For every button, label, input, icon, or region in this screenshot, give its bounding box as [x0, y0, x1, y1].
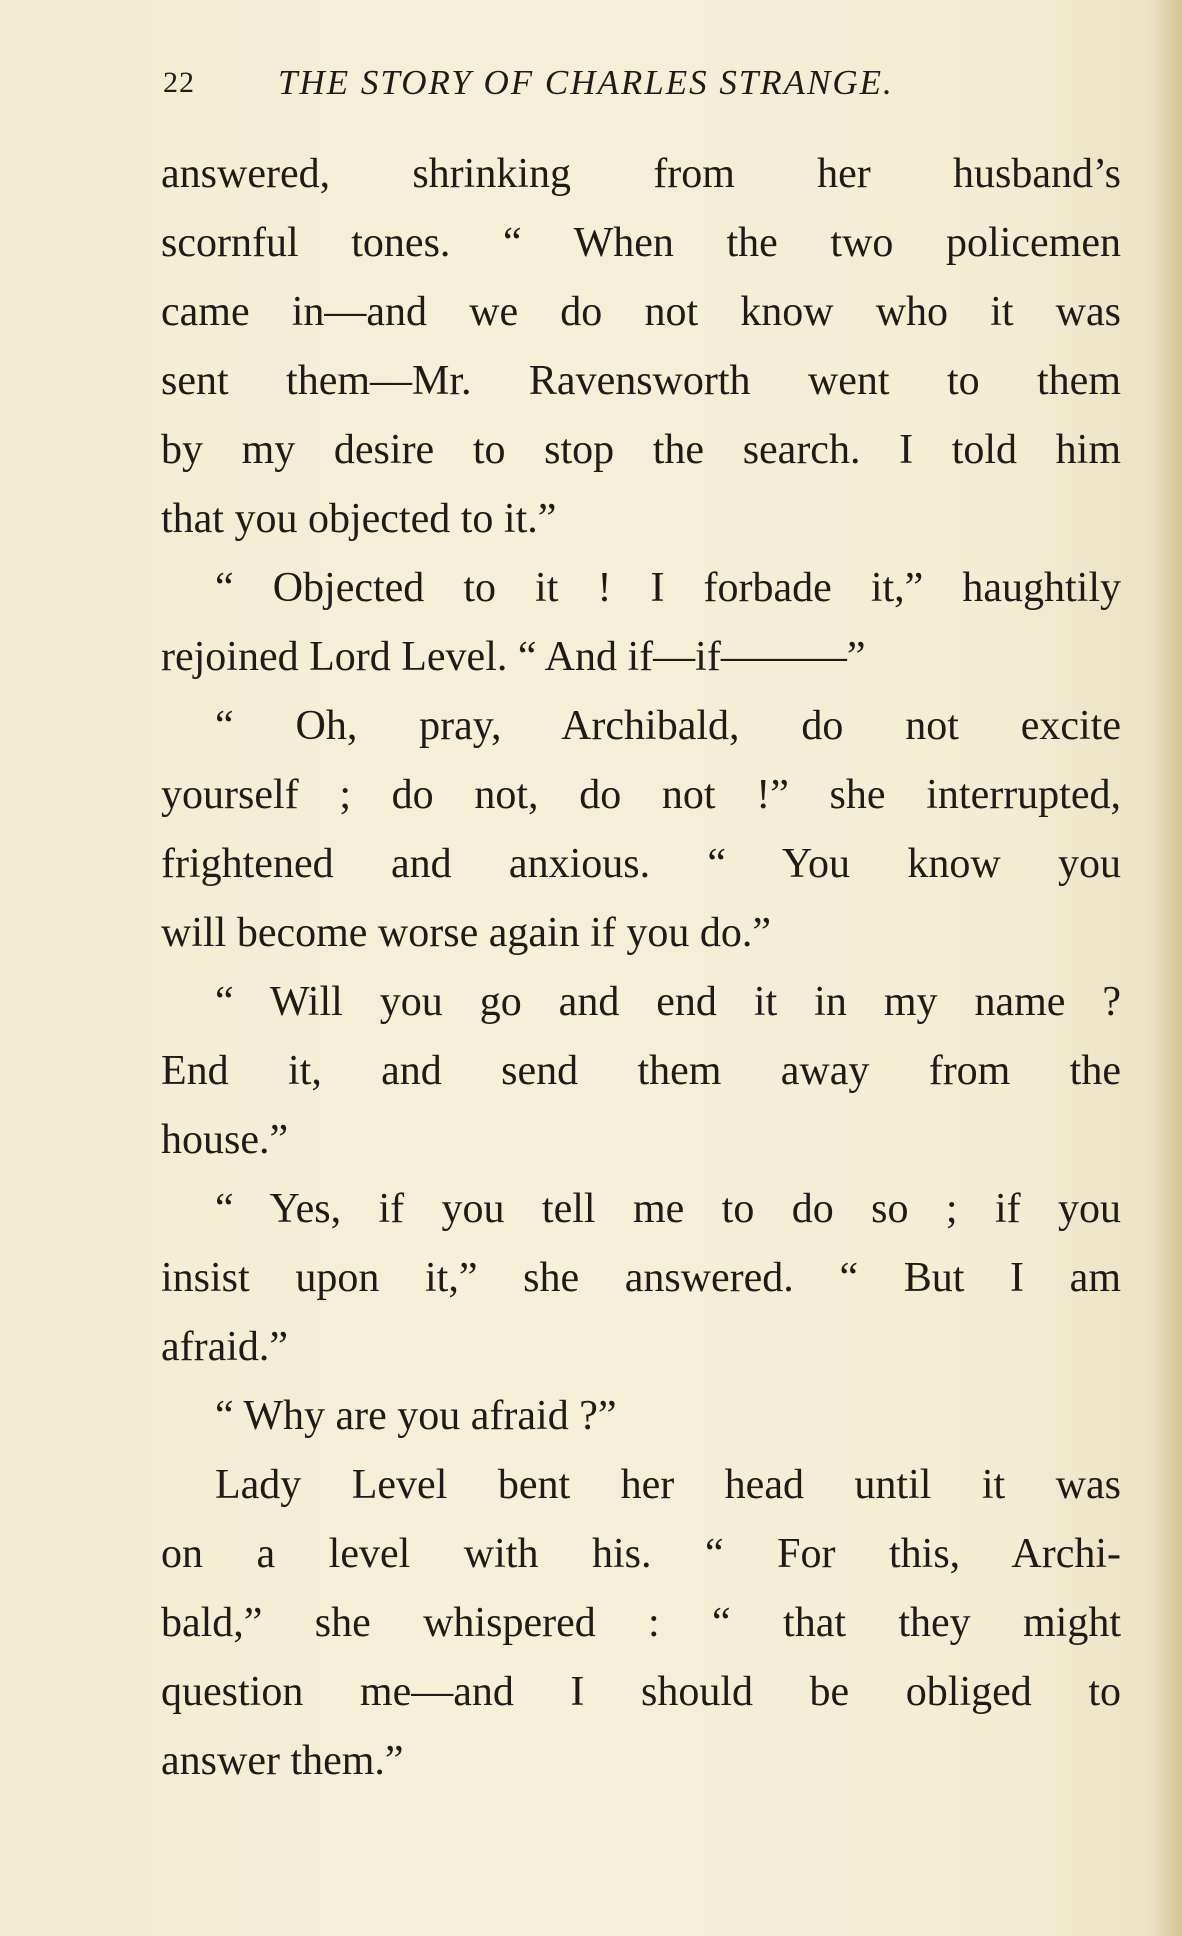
text-line: “ Objected to it ! I forbade it,” haughtily: [215, 565, 1121, 611]
text-line: house.”: [161, 1117, 289, 1163]
text-line: End it, and send them away from the: [161, 1048, 1121, 1094]
text-line: answered, shrinking from her husband’s: [161, 151, 1121, 197]
text-line: answer them.”: [161, 1738, 404, 1784]
text-line: scornful tones. “ When the two policemen: [161, 220, 1121, 266]
text-line: question me—and I should be obliged to: [161, 1669, 1121, 1715]
text-line: sent them—Mr. Ravensworth went to them: [161, 358, 1121, 404]
text-line: Lady Level bent her head until it was: [215, 1462, 1121, 1508]
text-line: by my desire to stop the search. I told him: [161, 427, 1121, 473]
text-line: “ Oh, pray, Archibald, do not excite: [215, 703, 1121, 749]
book-title: THE STORY OF CHARLES STRANGE.: [278, 63, 894, 102]
running-head: [163, 58, 1023, 108]
text-line: that you objected to it.”: [161, 496, 557, 542]
text-line: “ Yes, if you tell me to do so ; if you: [215, 1186, 1121, 1232]
text-line: rejoined Lord Level. “ And if—if———”: [161, 634, 866, 680]
text-line: came in—and we do not know who it was: [161, 289, 1121, 335]
text-line: “ Will you go and end it in my name ?: [215, 979, 1121, 1025]
text-line: will become worse again if you do.”: [161, 910, 771, 956]
page-edge-shadow: [1154, 0, 1182, 1936]
text-line: afraid.”: [161, 1324, 289, 1370]
text-line: on a level with his. “ For this, Archi-: [161, 1531, 1121, 1577]
text-line: insist upon it,” she answered. “ But I am: [161, 1255, 1121, 1301]
text-line: frightened and anxious. “ You know you: [161, 841, 1121, 887]
text-line: “ Why are you afraid ?”: [215, 1393, 617, 1439]
text-line: yourself ; do not, do not !” she interrupted,: [161, 772, 1121, 818]
page-number: 22: [163, 66, 195, 99]
body-text: [161, 140, 1121, 1796]
text-line: bald,” she whispered : “ that they might: [161, 1600, 1121, 1646]
